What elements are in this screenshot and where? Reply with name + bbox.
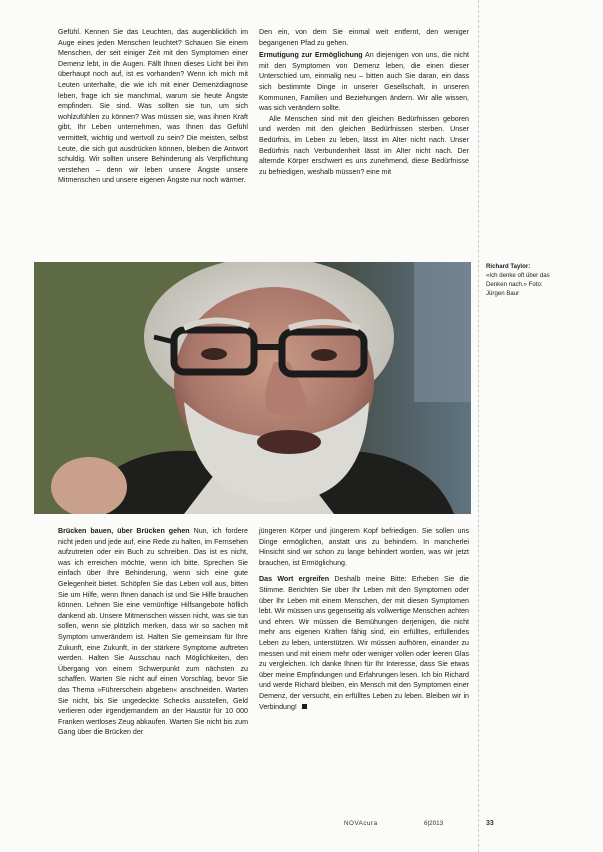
section: [259, 50, 469, 114]
footer-issue-date: 6|2013: [424, 820, 444, 827]
text-column-top-left: [58, 27, 248, 186]
caption-text: «Ich denke oft über das Denken nach.» Foto: Jürgen Baur: [486, 272, 550, 297]
section-heading: Ermutigung zur Ermöglichung: [259, 51, 363, 60]
footer-page-number: 33: [486, 820, 494, 827]
footer-magazine-name: NOVAcura: [344, 820, 378, 827]
paragraph: jüngeren Körper und jüngerem Kopf befriedigen. Sie sollen uns Dinge ermöglichen, anstatt uns zu behindern. In mancherlei Hinsicht sind wir schon zu lange behindert worden, was wir jetzt brauchen, ist Ermöglichung.: [259, 527, 469, 567]
end-of-article-mark: [302, 704, 307, 709]
photo-caption: [486, 262, 556, 298]
section-text: An diejenigen von uns, die nicht mit den Symptomen von Demenz leben, die einen dieser Unterschied um, einmalig neu – bitten auch Sie daran, ein dass sich bestimmte Dinge in unserer Gesellschaft, in unseren Kommunen, Familien und Beziehungen ändern. Wir alle wissen, was sich verändern sollte.: [259, 51, 469, 113]
section-text: Nun, ich fordere nicht jeden und jede auf, eine Rede zu halten, im Fernsehen aufzutreten oder ein Buch zu schreiben. Das ist es nicht, was ich erreichen möchte, wenn ich bitte. Sprechen Sie einfach über Ihre Behinderung, wenn sich eine gute Gelegenheit bietet. Schöpfen Sie das Leben voll aus, bitten Sie um Hilfe, wenn Ihnen danach ist und Sie Hilfe brauchen können. Lehnen Sie eine vernünftige Hilfsangebote höflich dankend ab. Unsere Mitmenschen wissen nicht, was sie tun sollen, wenn sie plötzlich merken, dass wir so sachen mit Symptom umverändern ist. Halten Sie gemeinsam für Ihre Zukunft, eine Zukunft, in der stärkere Symptome auftreten werden. Halten Sie Ausschau nach Möglichkeiten, den Übergang von einem Schwerpunkt zum nächsten zu schaffen. Warten Sie nicht auf einen Vorschlag, bevor Sie das Thema »Führerschein abgeben« anschneiden. Warten Sie nicht, bis Sie ungedeckte Schecks ausstellen, Geld verlieren oder irgendjemandem an der Haustür für 10 000 Franken wertloses Zeug abkaufen. Warten Sie nicht bis zum Gang über die Brücken der: [58, 527, 248, 737]
section-text: Deshalb meine Bitte: Erheben Sie die Stimme. Berichten Sie über Ihr Leben mit den Symptomen oder über Ihr Leben mit einem Menschen, der mit diesen Symptomen lebt. Wir müssen uns gegenseitig als vollwertige Menschen achten und ehren. Wir müssen die Bemühungen derjenigen, die nicht mehr ans eigenen Kräften fähig sind, ein erfülltes, erfüllendes Leben zu leben, unterstützen. Wir müssen aufhören, einander zu messen und mit einem mehr oder weniger vollen oder leeren Glas zu vergleichen. Ich danke Ihnen für Ihr Interesse, dass Sie etwas über meine Empfindungen und Erfahrungen lesen. Ich bin Richard und werde Richard bleiben, ein Mensch mit den Symptomen einer Demenz, der versucht, ein erfülltes Leben zu leben. Bleiben wir in Verbindung!: [259, 575, 469, 711]
text-column-bottom-left: [58, 526, 248, 738]
portrait-illustration: [34, 262, 471, 514]
margin-rule: [478, 0, 479, 852]
paragraph: Alle Menschen sind mit den gleichen Bedürfnissen geboren und werden mit den gleichen Bedürfnissen sterben. Unser Bedürfnis, im Leben zu leben, lässt im Alter nicht nach. Unser Bedürfnis nach Verbundenheit lässt im Alter nicht nach. Der alternde Körper erschwert es uns zunehmend, diese Bedürfnisse zu befriedigen, weshalb müssen? eine mit: [259, 114, 469, 176]
section-heading: Brücken bauen, über Brücken gehen: [58, 527, 190, 535]
section: [58, 526, 248, 738]
text-column-top-right: [259, 27, 469, 177]
paragraph: Den ein, von dem Sie einmal weit entfernt, den weniger begangenen Pfad zu gehen.: [259, 28, 469, 47]
section: [259, 574, 469, 712]
portrait-photo: [34, 262, 471, 514]
text-column-bottom-right: [259, 526, 469, 712]
section-heading: Das Wort ergreifen: [259, 575, 330, 584]
caption-name: Richard Taylor:: [486, 263, 531, 270]
paragraph: Gefühl. Kennen Sie das Leuchten, das augenblicklich im Auge eines jeden Menschen leuchtet? Schauen Sie einem Menschen, der seit einiger Zeit mit den Symptomen einer Demenz lebt, in die Augen. Fällt Ihnen dieses Licht bei ihm überhaupt noch auf, ist es vorhanden? Wenn ich mich mit Leuten unterhalte, die wie ich mit einer Demenzdiagnose leben, frage ich sie manchmal, warum sie heute Ängste empfinden. Sie sind. Was sollten sie tun, um sich wohlzufühlen zu können? Was müssen sie, was ihnen Kraft gibt, Ihr Leben unternehmen, was Ihnen das Gefühl vermittelt, wichtig und wertvoll zu sein? Die meisten, selbst Leute, die sich gut ausdrücken können, bleiben die Antwort schuldig. Wir sollten unsere Behinderung als Verpflichtung verstehen – denn wir leben unsere Ängste unsere Mitmenschen und unsere eigenen Ängste nur noch wärmer.: [58, 28, 248, 185]
